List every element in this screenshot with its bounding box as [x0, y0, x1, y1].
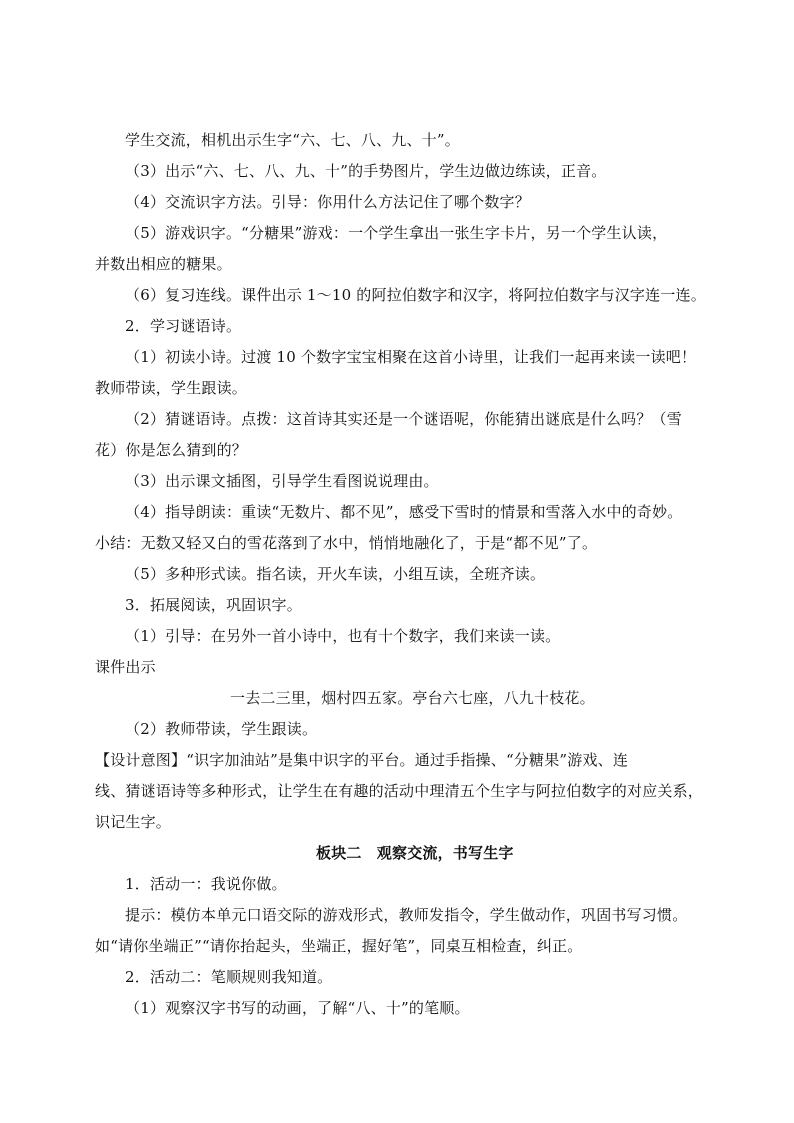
paragraph-line: （1）初读小诗。过渡 10 个数字宝宝相聚在这首小诗里，让我们一起再来读一读吧！: [125, 348, 697, 366]
paragraph-line: 1．活动一：我说你做。: [125, 875, 287, 893]
paragraph-line: （2）教师带读，学生跟读。: [125, 720, 318, 738]
paragraph-line: 提示：模仿本单元口语交际的游戏形式，教师发指令，学生做动作，巩固书写习惯。: [125, 906, 688, 924]
paragraph-line: 学生交流，相机出示生字“六、七、八、九、十”。: [125, 131, 460, 149]
paragraph-line: 课件出示: [95, 658, 156, 676]
paragraph-line: （3）出示课文插图，引导学生看图说说理由。: [125, 472, 439, 490]
section-heading: 板块二 观察交流，书写生字: [316, 844, 514, 862]
paragraph-line: （3）出示“六、七、八、九、十”的手势图片，学生边做边练读，正音。: [125, 162, 607, 180]
paragraph-line: （1）引导：在另外一首小诗中，也有十个数字，我们来读一读。: [125, 627, 561, 645]
paragraph-line: 2．学习谜语诗。: [125, 317, 242, 335]
paragraph-line: 教师带读，学生跟读。: [95, 379, 248, 397]
paragraph-line: 并数出相应的糖果。: [95, 255, 232, 273]
paragraph-line: 2．活动二：笔顺规则我知道。: [125, 968, 333, 986]
poem-line: 一去二三里，烟村四五家。亭台六七座，八九十枝花。: [230, 689, 595, 707]
paragraph-line: （6）复习连线。课件出示 1～10 的阿拉伯数字和汉字，将阿拉伯数字与汉字连一连。: [125, 286, 706, 304]
paragraph-line: 花）你是怎么猜到的？: [95, 441, 248, 459]
paragraph-line: （5）游戏识字。“分糖果”游戏：一个学生拿出一张生字卡片，另一个学生认读，: [125, 224, 668, 242]
paragraph-line: （2）猜谜语诗。点拨：这首诗其实还是一个谜语呢，你能猜出谜底是什么吗？（雪: [125, 410, 682, 428]
paragraph-line: 小结：无数又轻又白的雪花落到了水中，悄悄地融化了，于是“都不见”了。: [95, 534, 598, 552]
paragraph-line: （1）观察汉字书写的动画，了解“八、十”的笔顺。: [125, 999, 470, 1017]
design-intent-line: 【设计意图】“识字加油站”是集中识字的平台。通过手指操、“分糖果”游戏、连: [95, 751, 629, 769]
paragraph-line: （4）指导朗读：重读“无数片、都不见”，感受下雪时的情景和雪落入水中的奇妙。: [125, 503, 683, 521]
design-intent-line: 线、猜谜语诗等多种形式，让学生在有趣的活动中理清五个生字与阿拉伯数字的对应关系，: [95, 782, 704, 800]
paragraph-line: 如“请你坐端正”“请你抬起头，坐端正，握好笔”，同桌互相检查，纠正。: [95, 937, 583, 955]
paragraph-line: （4）交流识字方法。引导：你用什么方法记住了哪个数字？: [125, 193, 530, 211]
design-intent-line: 识记生字。: [95, 813, 172, 831]
paragraph-line: 3．拓展阅读，巩固识字。: [125, 596, 302, 614]
paragraph-line: （5）多种形式读。指名读，开火车读，小组互读，全班齐读。: [125, 565, 546, 583]
